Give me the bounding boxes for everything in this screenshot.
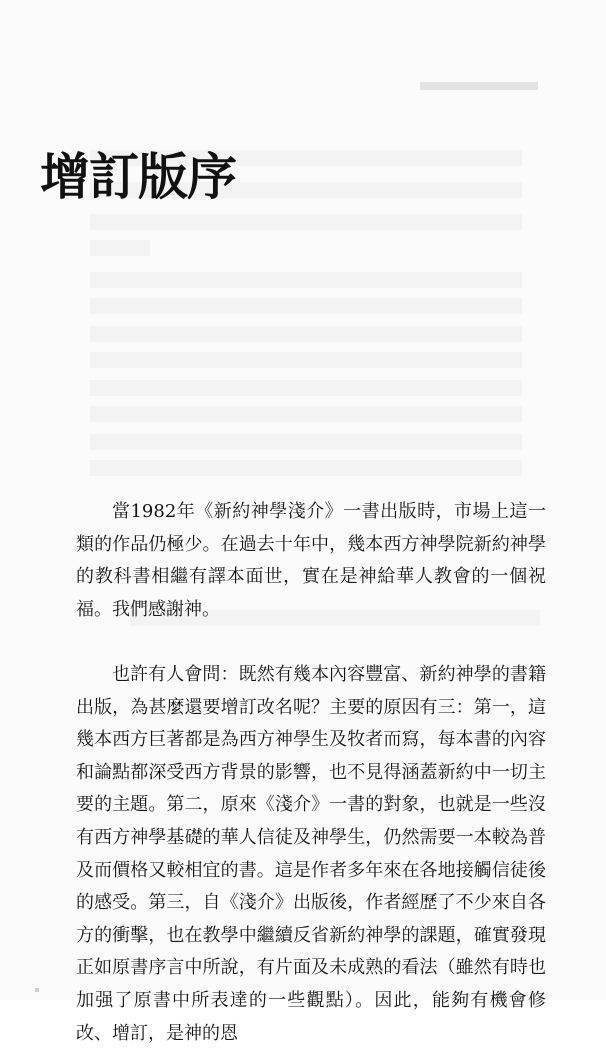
body-text (76, 496, 546, 1050)
show-through-running-header (420, 82, 538, 90)
paragraph-1: 當1982年《新約神學淺介》一書出版時，市場上這一類的作品仍極少。在過去十年中，幾本西方神學院新約神學的教科書相繼有譯本面世，實在是神給華人教會的一個祝福。我們感謝神。 (76, 501, 546, 620)
page-speck (35, 988, 39, 992)
page-title: 增訂版序 (40, 148, 236, 206)
paragraph-2: 也許有人會問：既然有幾本內容豐富、新約神學的書籍出版，為甚麼還要增訂改名呢？主要的原因有三：第一，這幾本西方巨著都是為西方神學生及牧者而寫，每本書的內容和論點都深受西方背景的影響，也不見得涵蓋新約中一切主要的主題。第二，原來《淺介》一書的對象，也就是一些沒有西方神學基礎的華人信徒及神學生，仍然需要一本較為普及而價格又較相宜的書。這是作者多年來在各地接觸信徒後的感受。第三，自《淺介》出版後，作者經歷了不少來自各方的衝擊，也在教學中繼續反省新約神學的課題，確實發現正如原書序言中所說，有片面及未成熟的看法（雖然有時也加强了原書中所表達的一些觀點）。因此，能夠有機會修改、增訂，是神的恩 (76, 663, 546, 1044)
